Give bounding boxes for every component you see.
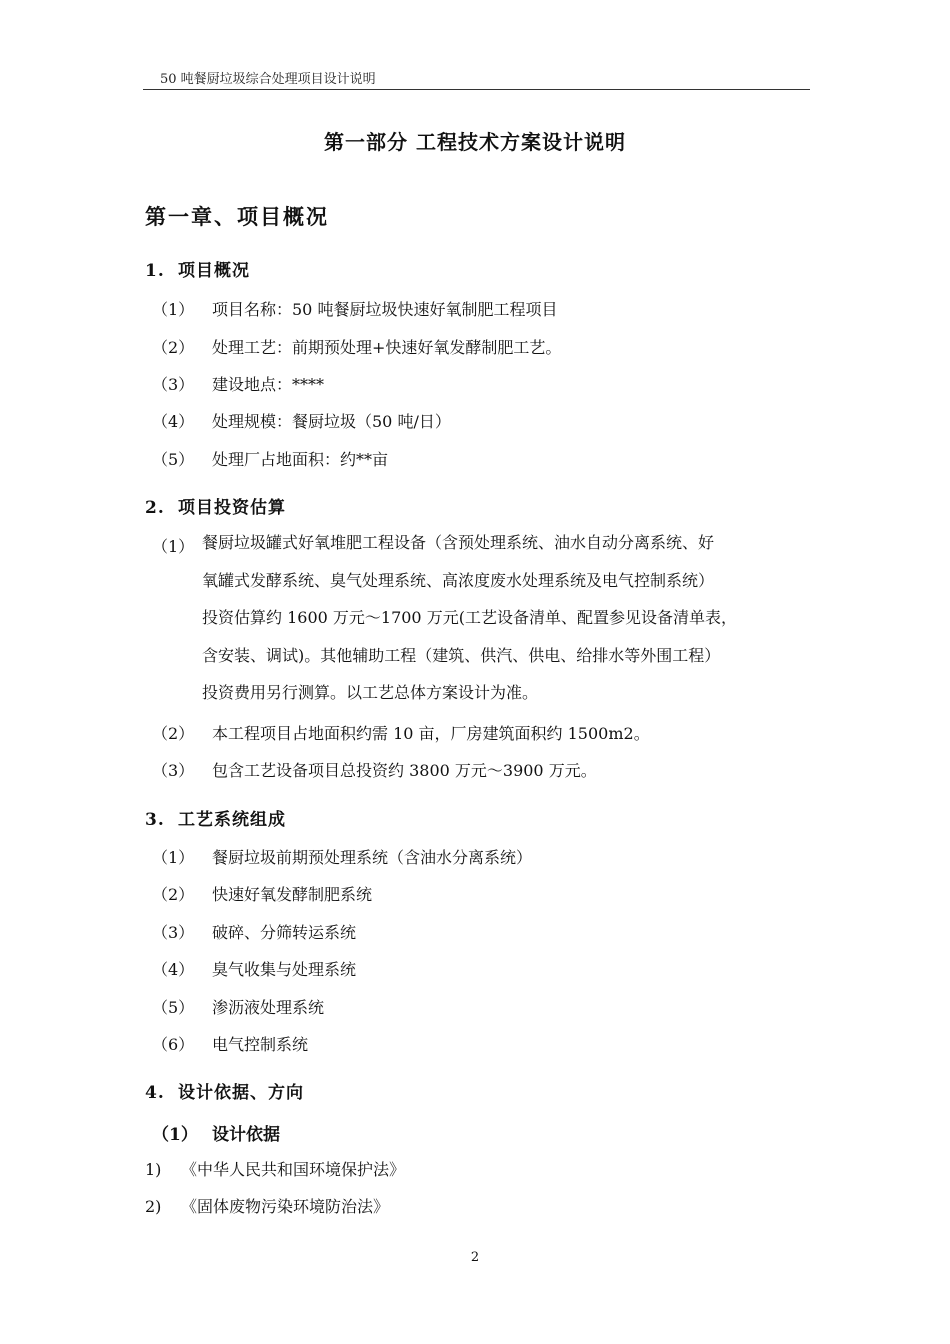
section-title: 项目概况: [178, 261, 250, 281]
item-text: 包含工艺设备项目总投资约 3800 万元～3900 万元。: [212, 761, 597, 780]
item-text: 建设地点：****: [212, 375, 325, 394]
item-text: 破碎、分筛转运系统: [212, 923, 357, 942]
item-number: 1): [145, 1160, 162, 1179]
list-item: [152, 882, 372, 905]
list-item: [152, 920, 356, 943]
section-number: 1.: [145, 261, 165, 281]
paragraph-line: 投资费用另行测算。以工艺总体方案设计为准。: [202, 683, 539, 702]
list-item: [152, 758, 597, 781]
subsection-title: 设计依据: [212, 1125, 280, 1145]
section-number: 3.: [145, 810, 165, 830]
section-heading-4: [145, 1078, 304, 1103]
subsection-heading: [152, 1120, 280, 1145]
list-item: [152, 297, 557, 320]
item-number: （1）: [152, 537, 195, 556]
list-item: [152, 372, 324, 395]
item-text: 电气控制系统: [212, 1035, 309, 1054]
section-title: 工艺系统组成: [178, 810, 286, 830]
item-number: （5）: [152, 998, 195, 1017]
section-number: 4.: [145, 1083, 165, 1103]
section-number: 2.: [145, 498, 165, 518]
item-text: 餐厨垃圾前期预处理系统（含油水分离系统）: [212, 848, 533, 867]
item-text: 臭气收集与处理系统: [212, 960, 357, 979]
section-heading-3: [145, 805, 286, 830]
item-number: （3）: [152, 923, 195, 942]
item-number: （3）: [152, 761, 195, 780]
item-number: 2): [145, 1197, 162, 1216]
investment-paragraph: [152, 534, 812, 712]
item-number: （4）: [152, 960, 195, 979]
item-number: （3）: [152, 375, 195, 394]
list-item: [152, 335, 561, 358]
list-item: [152, 1032, 308, 1055]
item-text: 本工程项目占地面积约需 10 亩，厂房建筑面积约 1500m2。: [212, 724, 650, 743]
paragraph-line: 投资估算约 1600 万元～1700 万元(工艺设备清单、配置参见设备清单表，: [202, 608, 737, 627]
item-number: （4）: [152, 412, 195, 431]
list-item: [152, 995, 324, 1018]
section-heading-1: [145, 256, 250, 281]
item-number: （1）: [152, 300, 195, 319]
running-header: 50 吨餐厨垃圾综合处理项目设计说明: [160, 72, 376, 87]
header-rule: [143, 89, 810, 90]
list-item: [152, 845, 532, 868]
list-item: [152, 409, 451, 432]
item-text: 渗沥液处理系统: [212, 998, 325, 1017]
list-item: [152, 447, 388, 470]
item-text: 《中华人民共和国环境保护法》: [181, 1160, 406, 1179]
item-text: 处理厂占地面积：约**亩: [212, 450, 389, 469]
item-text: 《固体废物污染环境防治法》: [181, 1197, 390, 1216]
law-item: [145, 1194, 389, 1217]
section-title: 项目投资估算: [178, 498, 286, 518]
item-number: （2）: [152, 885, 195, 904]
item-text: 快速好氧发酵制肥系统: [212, 885, 373, 904]
list-item: [152, 721, 650, 744]
item-number: （1）: [152, 848, 195, 867]
item-number: （5）: [152, 450, 195, 469]
item-number: （2）: [152, 338, 195, 357]
paragraph-line: 氧罐式发酵系统、臭气处理系统、高浓度废水处理系统及电气控制系统）: [202, 570, 715, 590]
chapter-title: 第一章、项目概况: [145, 204, 329, 229]
law-item: [145, 1157, 405, 1180]
paragraph-line: 含安装、调试)。其他辅助工程（建筑、供汽、供电、给排水等外围工程）: [202, 645, 721, 665]
paragraph-line: 餐厨垃圾罐式好氧堆肥工程设备（含预处理系统、油水自动分离系统、好: [202, 533, 715, 552]
item-text: 项目名称：50 吨餐厨垃圾快速好氧制肥工程项目: [212, 300, 558, 319]
item-number: （2）: [152, 724, 195, 743]
section-heading-2: [145, 493, 286, 518]
subsection-number: （1）: [152, 1125, 198, 1145]
page-number: 2: [470, 1250, 480, 1265]
item-text: 处理规模：餐厨垃圾（50 吨/日）: [212, 412, 451, 431]
section-title: 设计依据、方向: [178, 1083, 304, 1103]
list-item: [152, 957, 356, 980]
item-text: 处理工艺：前期预处理+快速好氧发酵制肥工艺。: [212, 338, 562, 357]
item-number: （6）: [152, 1035, 195, 1054]
part-title: 第一部分 工程技术方案设计说明: [324, 130, 626, 154]
